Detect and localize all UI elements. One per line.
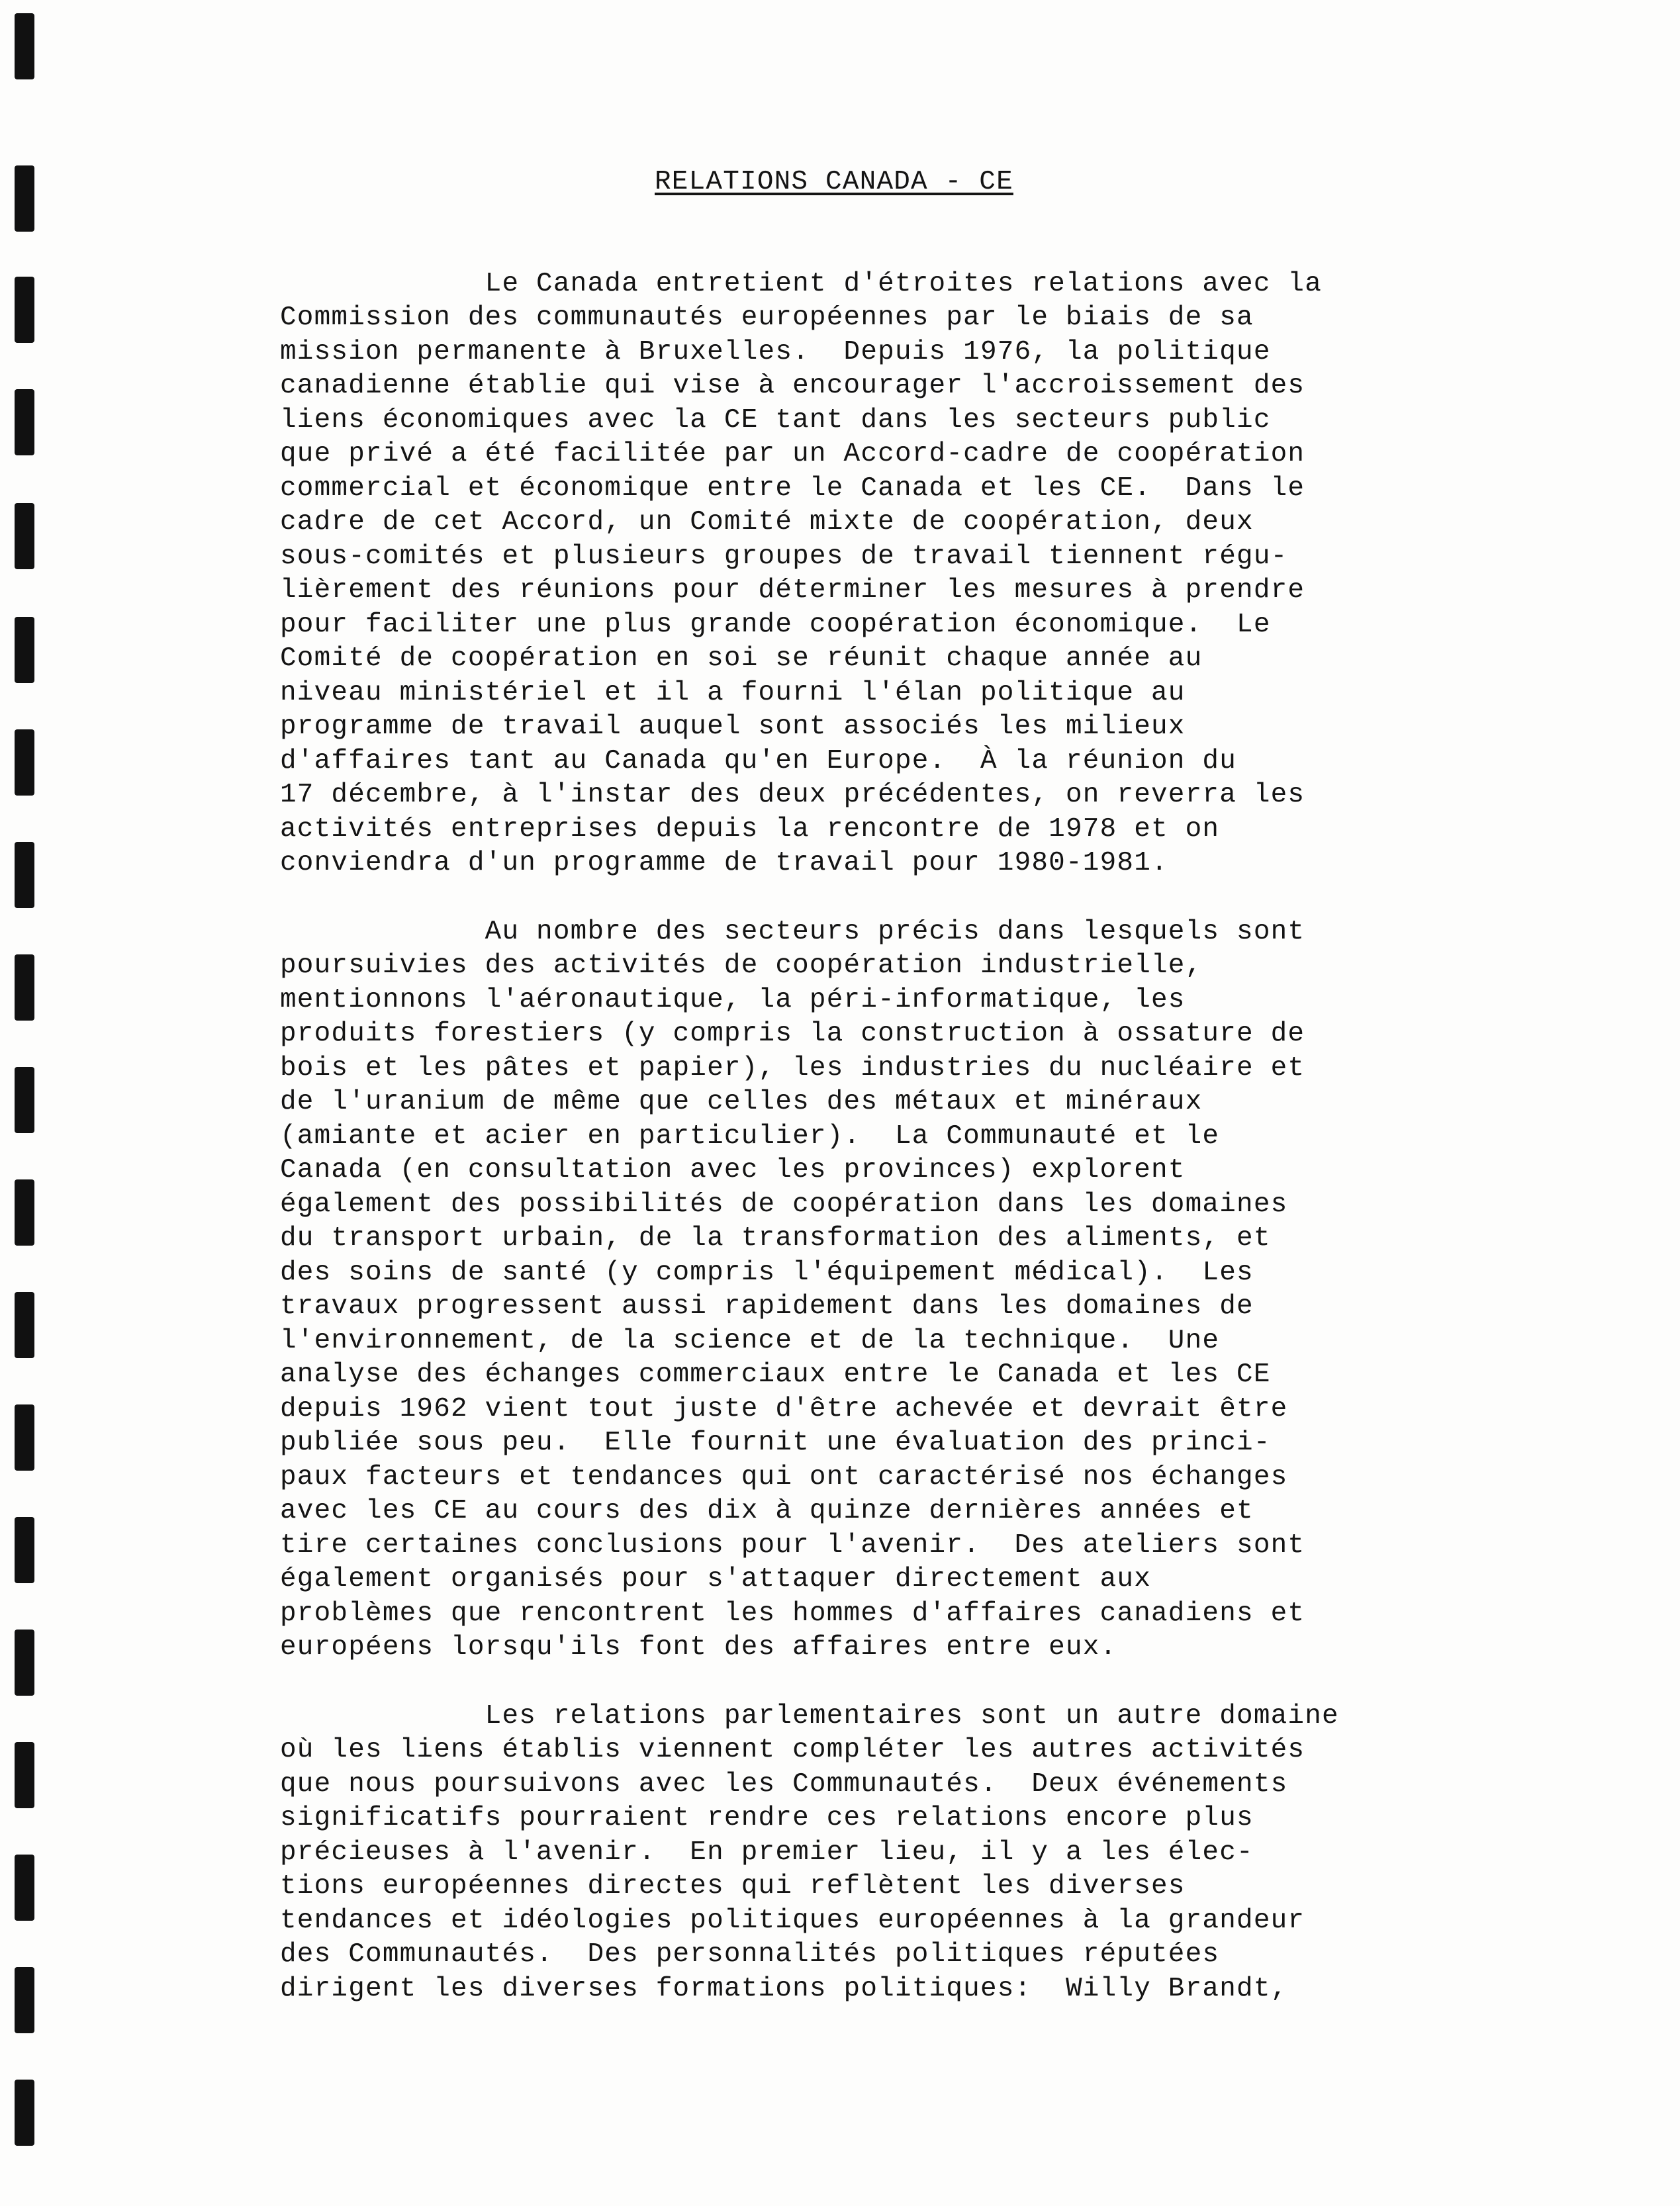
binding-hole-mark (15, 1292, 34, 1358)
text-line: Commission des communautés européennes par le biais de sa (280, 302, 1254, 333)
text-line: Comité de coopération en soi se réunit chaque année au (280, 643, 1203, 674)
text-line: Les relations parlementaires sont un autre domaine (280, 1700, 1339, 1731)
text-line: cadre de cet Accord, un Comité mixte de coopération, deux (280, 507, 1254, 537)
text-line: que nous poursuivons avec les Communautés. Deux événements (280, 1769, 1288, 1800)
text-line: paux facteurs et tendances qui ont caractérisé nos échanges (280, 1461, 1288, 1493)
text-line: des Communautés. Des personnalités politiques réputées (280, 1939, 1220, 1970)
text-line: conviendra d'un programme de travail pour 1980-1981. (280, 848, 1168, 878)
text-line: également des possibilités de coopération dans les domaines (280, 1189, 1288, 1220)
text-line: bois et les pâtes et papier), les industries du nucléaire et (280, 1052, 1305, 1083)
text-line: sous-comités et plusieurs groupes de travail tiennent régu- (280, 541, 1288, 572)
text-line: du transport urbain, de la transformation des aliments, et (280, 1223, 1271, 1254)
text-line: que privé a été facilitée par un Accord-cadre de coopération (280, 439, 1305, 469)
paragraph (280, 915, 1478, 1665)
binding-hole-mark (15, 1517, 34, 1583)
text-line: depuis 1962 vient tout juste d'être achevée et devrait être (280, 1393, 1288, 1424)
text-line: pour faciliter une plus grande coopération économique. Le (280, 609, 1271, 640)
text-line: tendances et idéologies politiques européennes à la grandeur (280, 1905, 1305, 1936)
text-line: travaux progressent aussi rapidement dans les domaines de (280, 1291, 1254, 1322)
binding-hole-mark (15, 277, 34, 343)
binding-hole-mark (15, 1067, 34, 1133)
text-line: activités entreprises depuis la rencontre de 1978 et on (280, 813, 1220, 845)
binding-hole-mark (15, 1404, 34, 1471)
text-line: précieuses à l'avenir. En premier lieu, il y a les élec- (280, 1837, 1254, 1868)
text-line: (amiante et acier en particulier). La Communauté et le (280, 1121, 1220, 1152)
text-line: tions européennes directes qui reflètent les diverses (280, 1871, 1186, 1902)
binding-hole-mark (15, 1179, 34, 1246)
text-line: l'environnement, de la science et de la technique. Une (280, 1325, 1220, 1356)
binding-hole-mark (15, 729, 34, 796)
text-line: 17 décembre, à l'instar des deux précédentes, on reverra les (280, 780, 1305, 810)
text-line: Canada (en consultation avec les provinces) explorent (280, 1155, 1186, 1185)
paragraph (280, 267, 1478, 881)
text-line: problèmes que rencontrent les hommes d'affaires canadiens et (280, 1598, 1305, 1629)
text-line: des soins de santé (y compris l'équipement médical). Les (280, 1257, 1254, 1288)
text-line: d'affaires tant au Canada qu'en Europe. À la réunion du (280, 745, 1237, 776)
text-line: canadienne établie qui vise à encourager l'accroissement des (280, 371, 1305, 401)
binding-hole-mark (15, 1855, 34, 1921)
binding-margin (0, 0, 79, 2206)
binding-hole-mark (15, 13, 34, 79)
binding-hole-mark (15, 617, 34, 683)
binding-hole-mark (15, 389, 34, 455)
document-body (280, 165, 1478, 2041)
text-line: Au nombre des secteurs précis dans lesquels sont (280, 916, 1305, 947)
binding-hole-mark (15, 2080, 34, 2146)
binding-hole-mark (15, 842, 34, 908)
text-line: lièrement des réunions pour déterminer les mesures à prendre (280, 575, 1305, 606)
text-line: mentionnons l'aéronautique, la péri-informatique, les (280, 984, 1186, 1015)
binding-hole-mark (15, 1967, 34, 2033)
paragraph-container (280, 267, 1478, 2007)
text-line: niveau ministériel et il a fourni l'élan politique au (280, 677, 1186, 708)
paragraph (280, 1700, 1478, 2007)
binding-hole-mark (15, 1742, 34, 1808)
binding-hole-mark (15, 954, 34, 1021)
text-line: tire certaines conclusions pour l'avenir. Des ateliers sont (280, 1530, 1305, 1561)
binding-hole-mark (15, 165, 34, 232)
binding-hole-mark (15, 1630, 34, 1696)
text-line: dirigent les diverses formations politiques: Willy Brandt, (280, 1973, 1288, 2004)
text-line: Le Canada entretient d'étroites relations avec la (280, 268, 1323, 299)
text-line: commercial et économique entre le Canada et les CE. Dans le (280, 473, 1305, 504)
text-line: mission permanente à Bruxelles. Depuis 1976, la politique (280, 336, 1271, 367)
text-line: européens lorsqu'ils font des affaires entre eux. (280, 1632, 1117, 1663)
text-line: également organisés pour s'attaquer directement aux (280, 1564, 1152, 1594)
text-line: produits forestiers (y compris la construction à ossature de (280, 1019, 1305, 1049)
text-line: publiée sous peu. Elle fournit une évaluation des princi- (280, 1428, 1271, 1458)
text-line: analyse des échanges commerciaux entre le Canada et les CE (280, 1359, 1271, 1390)
text-line: poursuivies des activités de coopération industrielle, (280, 950, 1203, 981)
text-line: où les liens établis viennent compléter les autres activités (280, 1735, 1305, 1765)
text-line: significatifs pourraient rendre ces relations encore plus (280, 1803, 1254, 1833)
text-line: de l'uranium de même que celles des métaux et minéraux (280, 1087, 1203, 1117)
binding-hole-mark (15, 503, 34, 569)
document-title: RELATIONS CANADA - CE (655, 167, 1013, 197)
text-line: avec les CE au cours des dix à quinze dernières années et (280, 1496, 1254, 1526)
text-line: programme de travail auquel sont associés les milieux (280, 712, 1186, 742)
text-line: liens économiques avec la CE tant dans les secteurs public (280, 404, 1271, 436)
